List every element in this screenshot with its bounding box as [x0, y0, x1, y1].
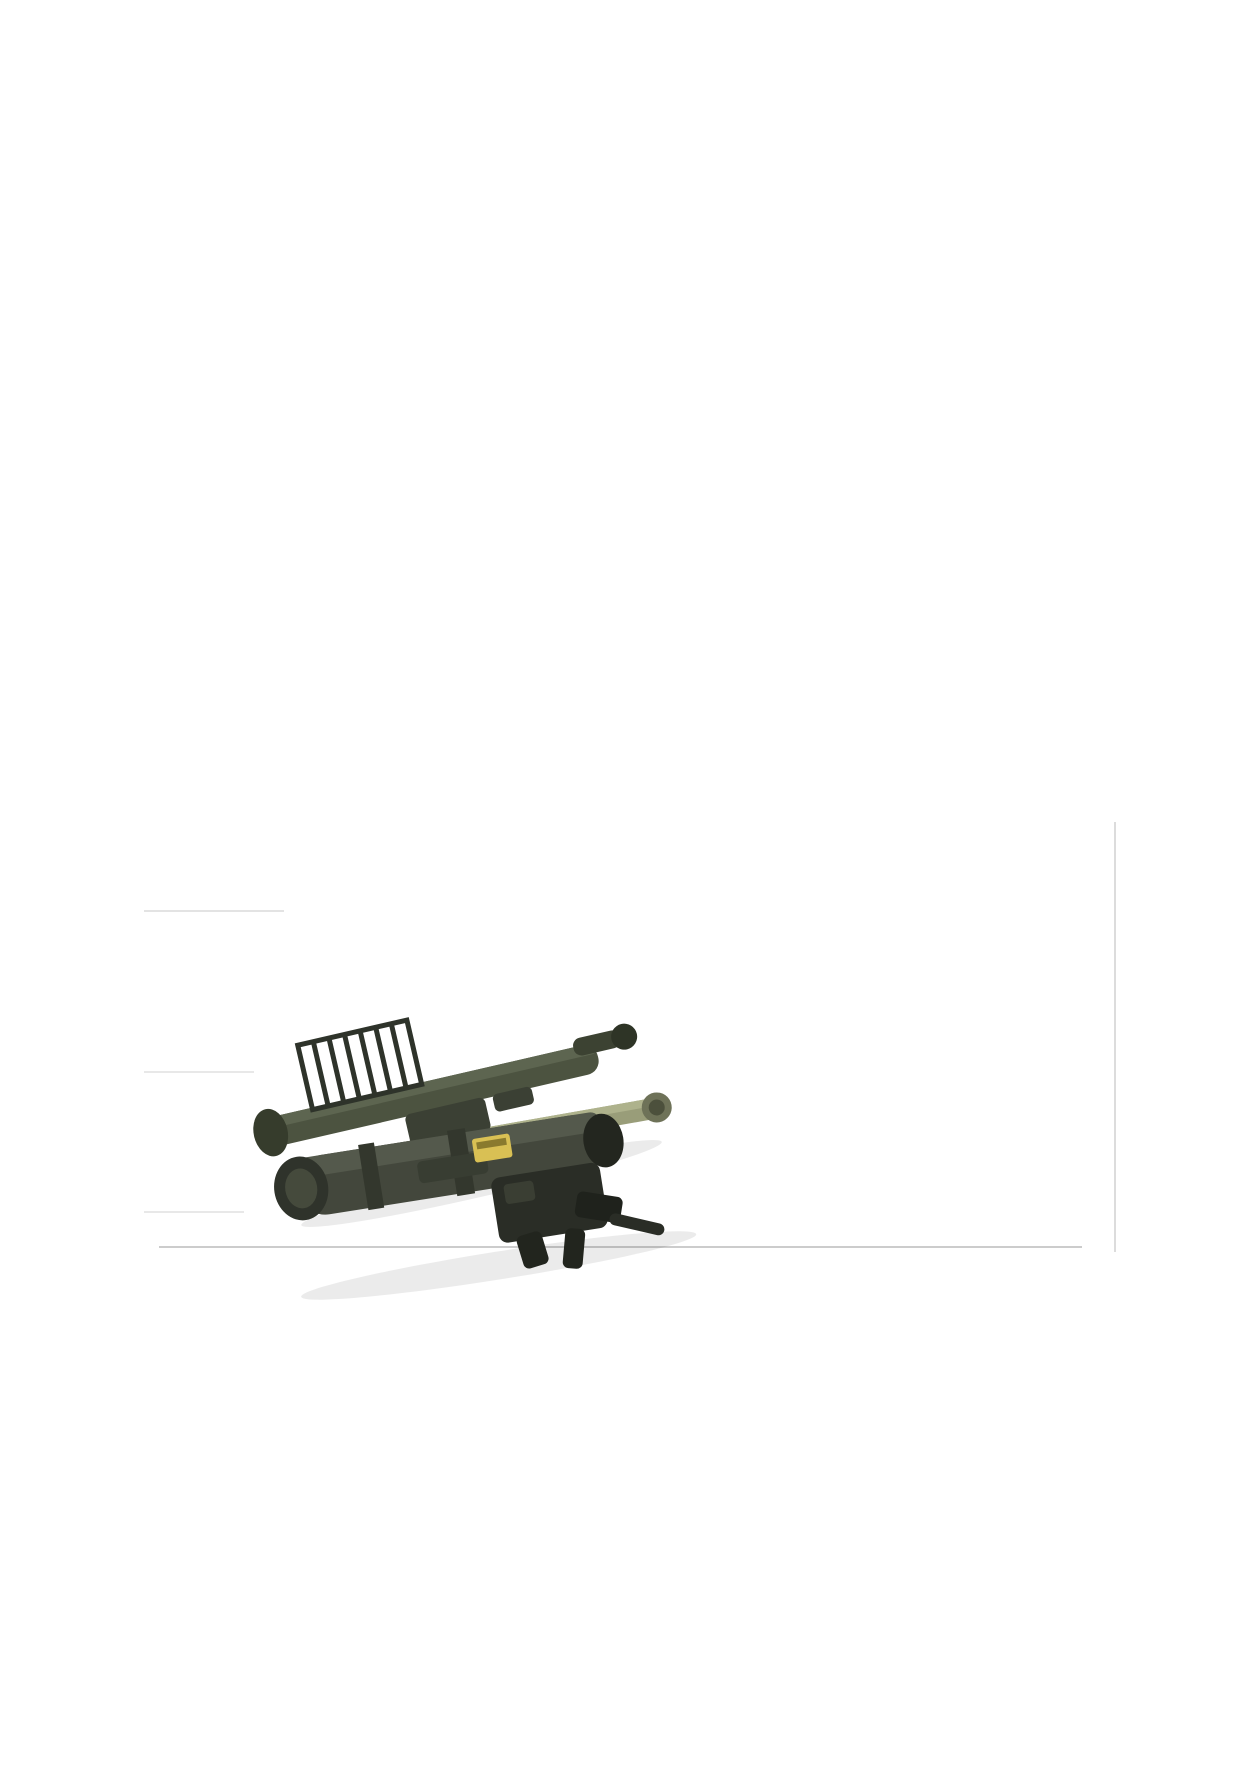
chart-figure [134, 742, 1124, 1316]
chart-svg [134, 742, 1124, 1302]
